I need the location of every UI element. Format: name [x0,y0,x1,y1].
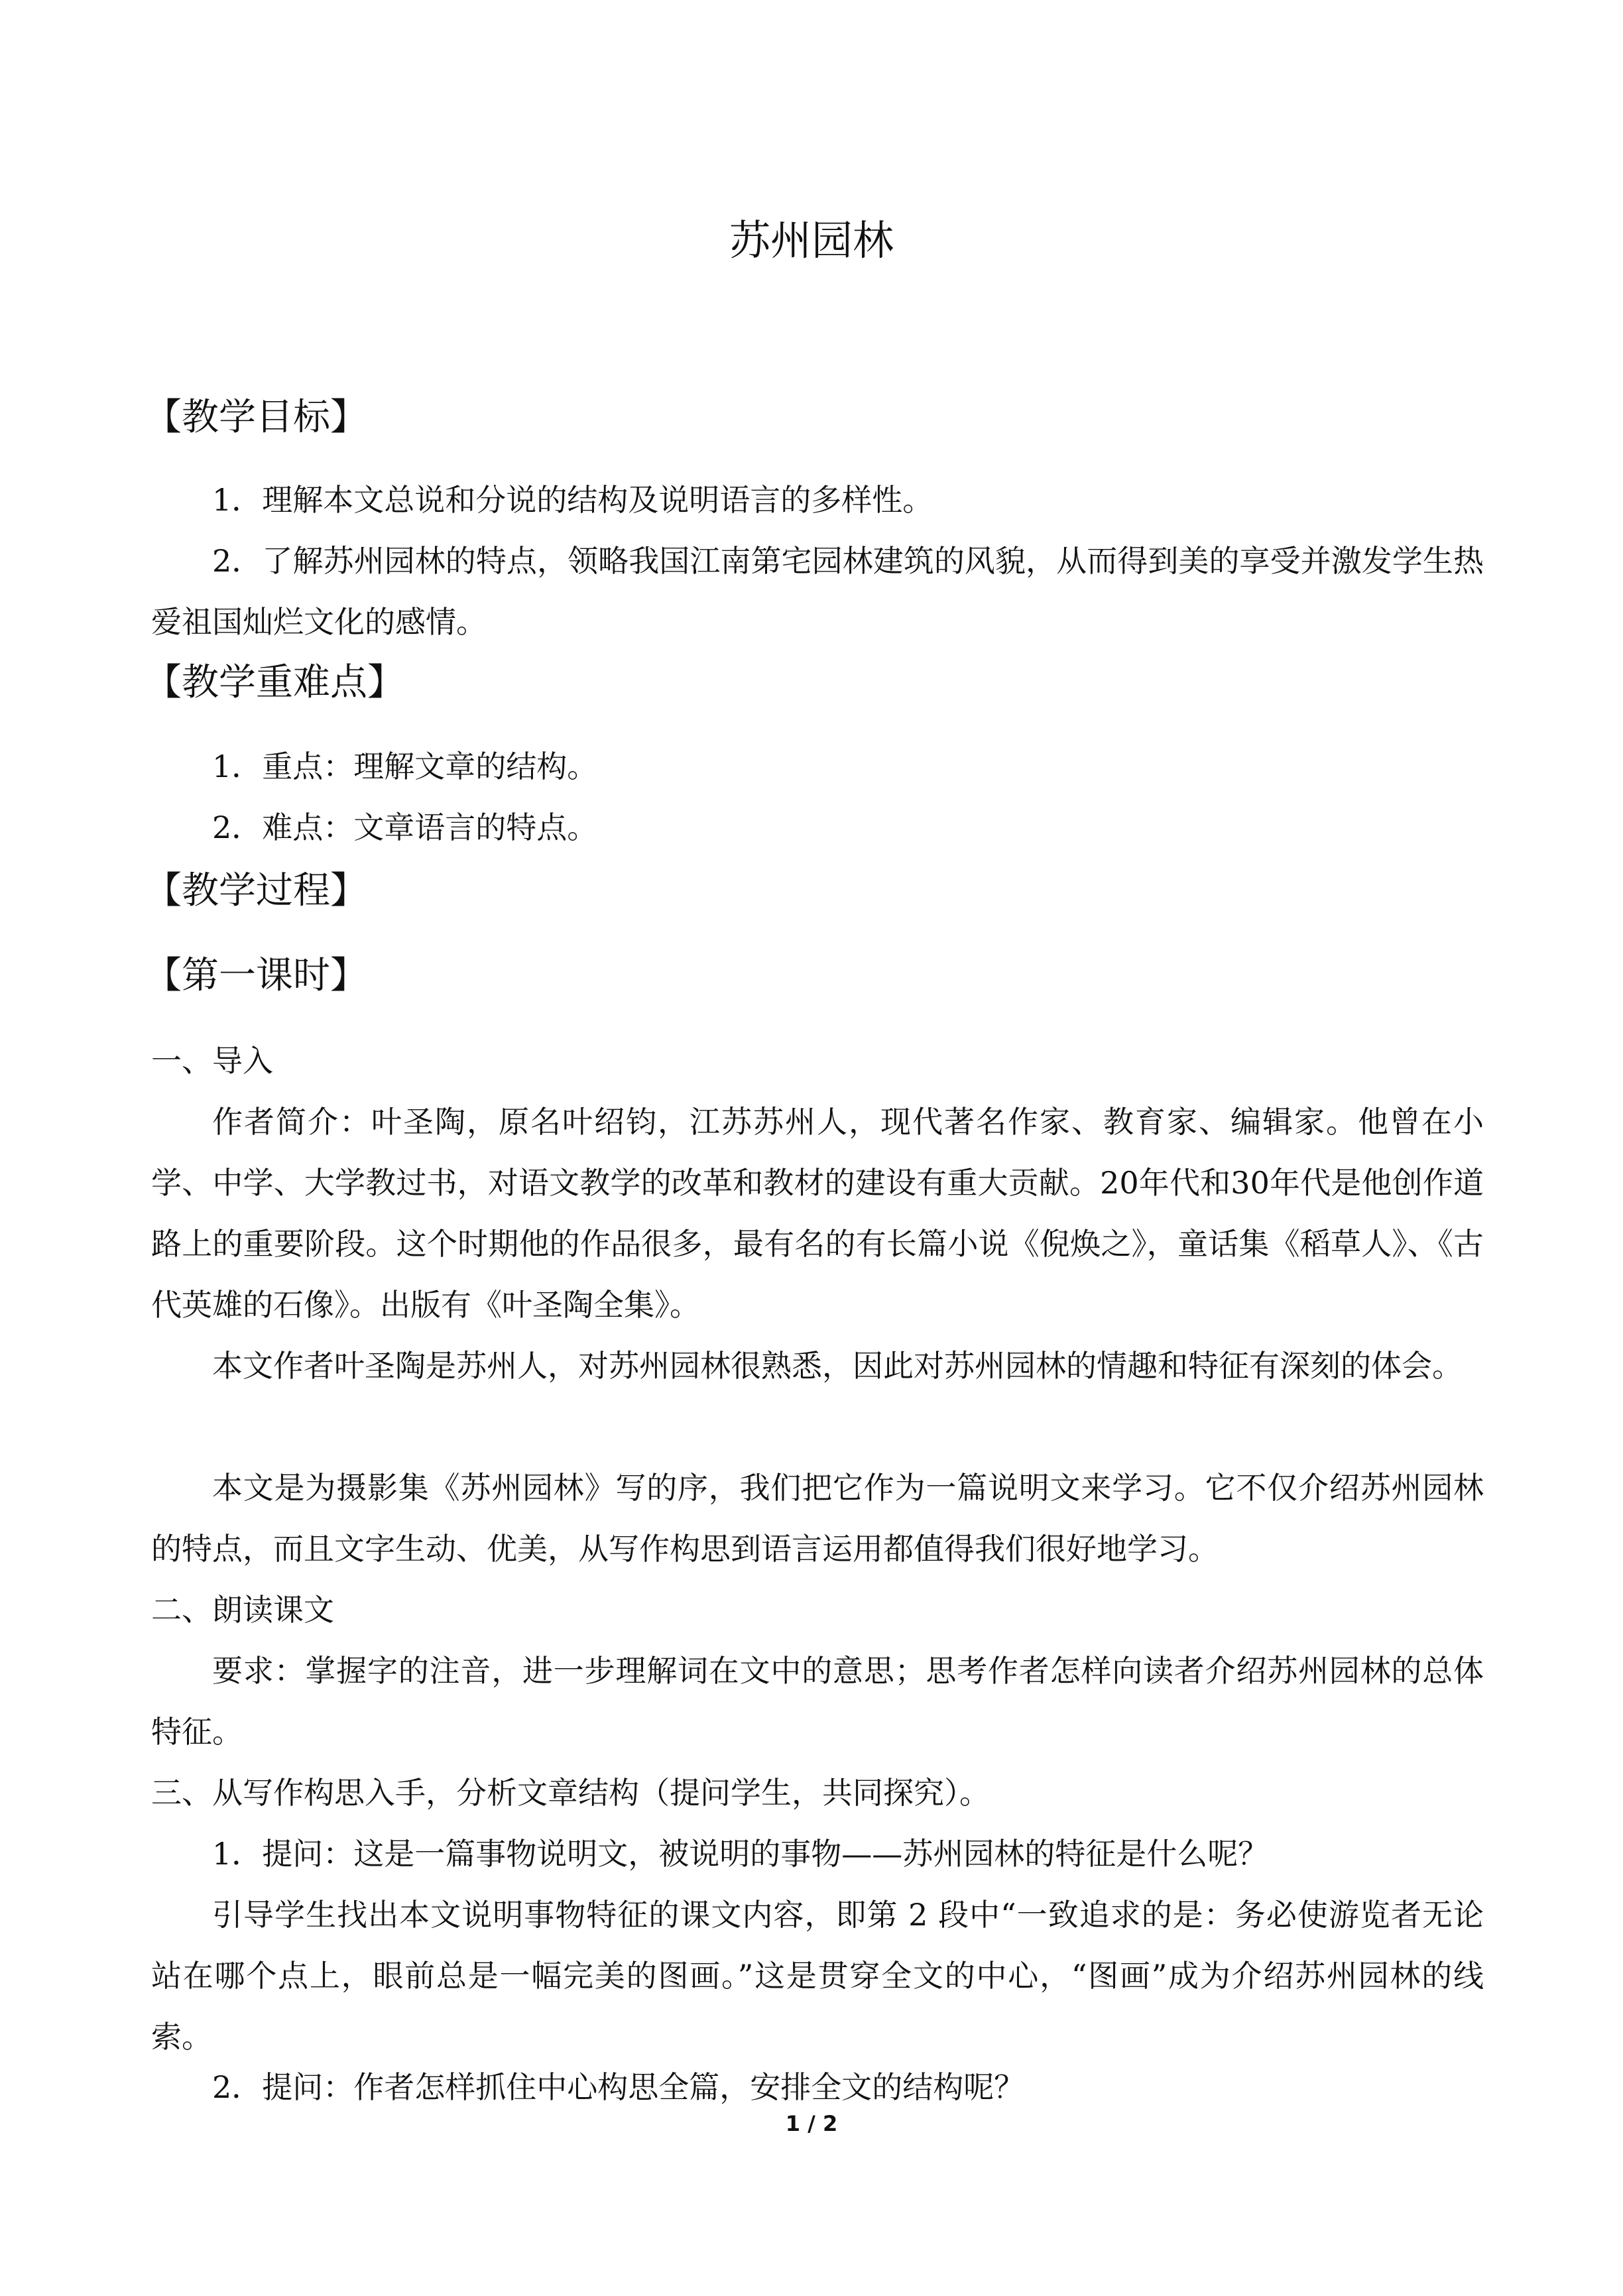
page-title: 苏州园林 [729,216,894,265]
goal-item-1: 1．理解本文总说和分说的结构及说明语言的多样性。 [212,482,933,518]
intro-paragraph-3: 本文是为摄影集《苏州园林》写的序，我们把它作为一篇说明文来学习。它不仅介绍苏州园林的特点，而且文字生动、优美，从写作构思到语言运用都值得我们很好地学习。 [151,1470,1484,1567]
intro-heading: 一、导入 [151,1043,273,1079]
lesson1-heading: 【第一课时】 [145,954,367,997]
key-points-heading: 【教学重难点】 [145,661,404,704]
read-heading: 二、朗读课文 [151,1592,334,1628]
key-point-2: 2．难点：文章语言的特点。 [212,810,598,845]
analyze-heading: 三、从写作构思入手，分析文章结构（提问学生，共同探究）。 [151,1775,990,1811]
key-point-1: 1．重点：理解文章的结构。 [212,749,598,784]
goals-heading: 【教学目标】 [145,396,367,439]
intro-paragraph-1: 作者简介：叶圣陶，原名叶绍钧，江苏苏州人，现代著名作家、教育家、编辑家。他曾在小学、中学、大学教过书，对语文教学的改革和教材的建设有重大贡献。20年代和30年代是他创作道路上的重要阶段。这个时期他的作品很多，最有名的有长篇小说《倪焕之》，童话集《稻草人》、《古代英雄的石像》。出版有《叶圣陶全集》。 [151,1104,1484,1323]
analyze-paragraph-1: 引导学生找出本文说明事物特征的课文内容，即第 2 段中“一致追求的是：务必使游览者无论站在哪个点上，眼前总是一幅完美的图画。”这是贯穿全文的中心，“图画”成为介绍苏州园林的线索。 [151,1897,1484,2055]
intro-paragraph-2: 本文作者叶圣陶是苏州人，对苏州园林很熟悉，因此对苏州园林的情趣和特征有深刻的体会。 [212,1348,1463,1384]
page-number: 1 / 2 [785,2111,838,2136]
analyze-question-2: 2．提问：作者怎样抓住中心构思全篇，安排全文的结构呢？ [212,2069,1025,2105]
read-paragraph: 要求：掌握字的注音，进一步理解词在文中的意思；思考作者怎样向读者介绍苏州园林的总体特征。 [151,1653,1484,1750]
process-heading: 【教学过程】 [145,869,367,912]
analyze-question-1: 1．提问：这是一篇事物说明文，被说明的事物——苏州园林的特征是什么呢？ [212,1836,1269,1872]
goal-item-2: 2．了解苏州园林的特点，领略我国江南第宅园林建筑的风貌，从而得到美的享受并激发学生热爱祖国灿烂文化的感情。 [151,543,1484,640]
